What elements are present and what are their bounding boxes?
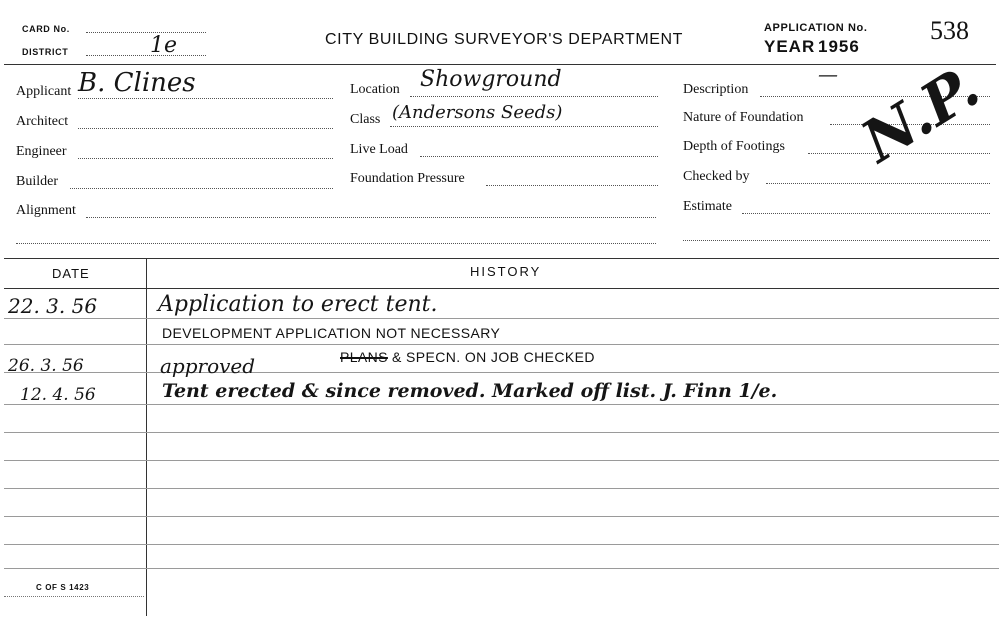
- history-entry-3-date: 26. 3. 56: [8, 356, 84, 376]
- district-label: DISTRICT: [22, 47, 69, 57]
- checked-by-line: [766, 183, 990, 184]
- history-header: HISTORY: [470, 264, 542, 279]
- applicant-line: [78, 98, 333, 99]
- estimate-label: Estimate: [683, 199, 732, 214]
- live-load-label: Live Load: [350, 142, 408, 157]
- department-title: CITY BUILDING SURVEYOR'S DEPARTMENT: [325, 31, 684, 48]
- form-code: C OF S 1423: [36, 583, 90, 592]
- year-value: 1956: [818, 37, 860, 56]
- ruled-line: [4, 344, 999, 345]
- card-no-line: [86, 32, 206, 33]
- history-entry-1-text: Application to erect tent.: [158, 292, 438, 317]
- history-entry-4-date: 12. 4. 56: [20, 385, 96, 405]
- class-line: [390, 126, 658, 127]
- ruled-line: [4, 488, 999, 489]
- np-mark: N.P.: [850, 52, 991, 176]
- ruled-line: [4, 516, 999, 517]
- alignment-label: Alignment: [16, 203, 76, 218]
- ruled-line: [4, 460, 999, 461]
- ruled-line: [4, 596, 144, 597]
- ruled-line: [4, 372, 999, 373]
- location-label: Location: [350, 82, 400, 97]
- class-label: Class: [350, 112, 381, 127]
- live-load-line: [420, 156, 658, 157]
- header-divider: [4, 64, 996, 65]
- history-entry-4-text: Tent erected & since removed. Marked off list. J. Finn 1/e.: [162, 380, 778, 402]
- depth-of-footings-label: Depth of Footings: [683, 139, 785, 154]
- date-column-divider: [146, 258, 147, 616]
- foundation-pressure-label: Foundation Pressure: [350, 171, 465, 186]
- table-header-border: [4, 288, 999, 289]
- estimate-line-2: [683, 240, 990, 241]
- engineer-line: [78, 158, 333, 159]
- application-no-value: 538: [930, 16, 969, 45]
- ruled-line: [4, 318, 999, 319]
- history-entry-1-date: 22. 3. 56: [8, 294, 98, 318]
- history-entry-3-stamp-struck: PLANS: [340, 349, 388, 365]
- table-top-border: [4, 258, 999, 259]
- description-value: —: [818, 62, 838, 86]
- ruled-line: [4, 568, 999, 569]
- district-line: [86, 55, 206, 56]
- description-label: Description: [683, 82, 749, 97]
- nature-of-foundation-label: Nature of Foundation: [683, 110, 804, 125]
- ruled-line: [4, 544, 999, 545]
- year-label: YEAR: [764, 37, 816, 56]
- applicant-label: Applicant: [16, 84, 72, 99]
- builder-line: [70, 188, 333, 189]
- ruled-line: [4, 432, 999, 433]
- foundation-pressure-line: [486, 185, 658, 186]
- location-line: [410, 96, 658, 97]
- builder-label: Builder: [16, 174, 58, 189]
- architect-line: [78, 128, 333, 129]
- history-entry-3-text: approved: [160, 354, 256, 378]
- architect-label: Architect: [16, 114, 69, 129]
- history-entry-2-stamp: DEVELOPMENT APPLICATION NOT NECESSARY: [162, 325, 501, 341]
- blank-line: [16, 243, 656, 244]
- date-header: DATE: [52, 266, 90, 281]
- class-value: (Andersons Seeds): [392, 102, 563, 123]
- alignment-line: [86, 217, 656, 218]
- ruled-line: [4, 404, 999, 405]
- estimate-line: [742, 213, 990, 214]
- engineer-label: Engineer: [16, 144, 67, 159]
- card-no-label: CARD No.: [22, 24, 70, 34]
- location-value: Showground: [420, 67, 562, 92]
- history-entry-3-stamp: & SPECN. ON JOB CHECKED: [392, 349, 595, 365]
- application-no-label: APPLICATION No.: [764, 22, 868, 34]
- district-value: 1e: [150, 33, 178, 58]
- applicant-value: B. Clines: [78, 68, 196, 98]
- checked-by-label: Checked by: [683, 169, 750, 184]
